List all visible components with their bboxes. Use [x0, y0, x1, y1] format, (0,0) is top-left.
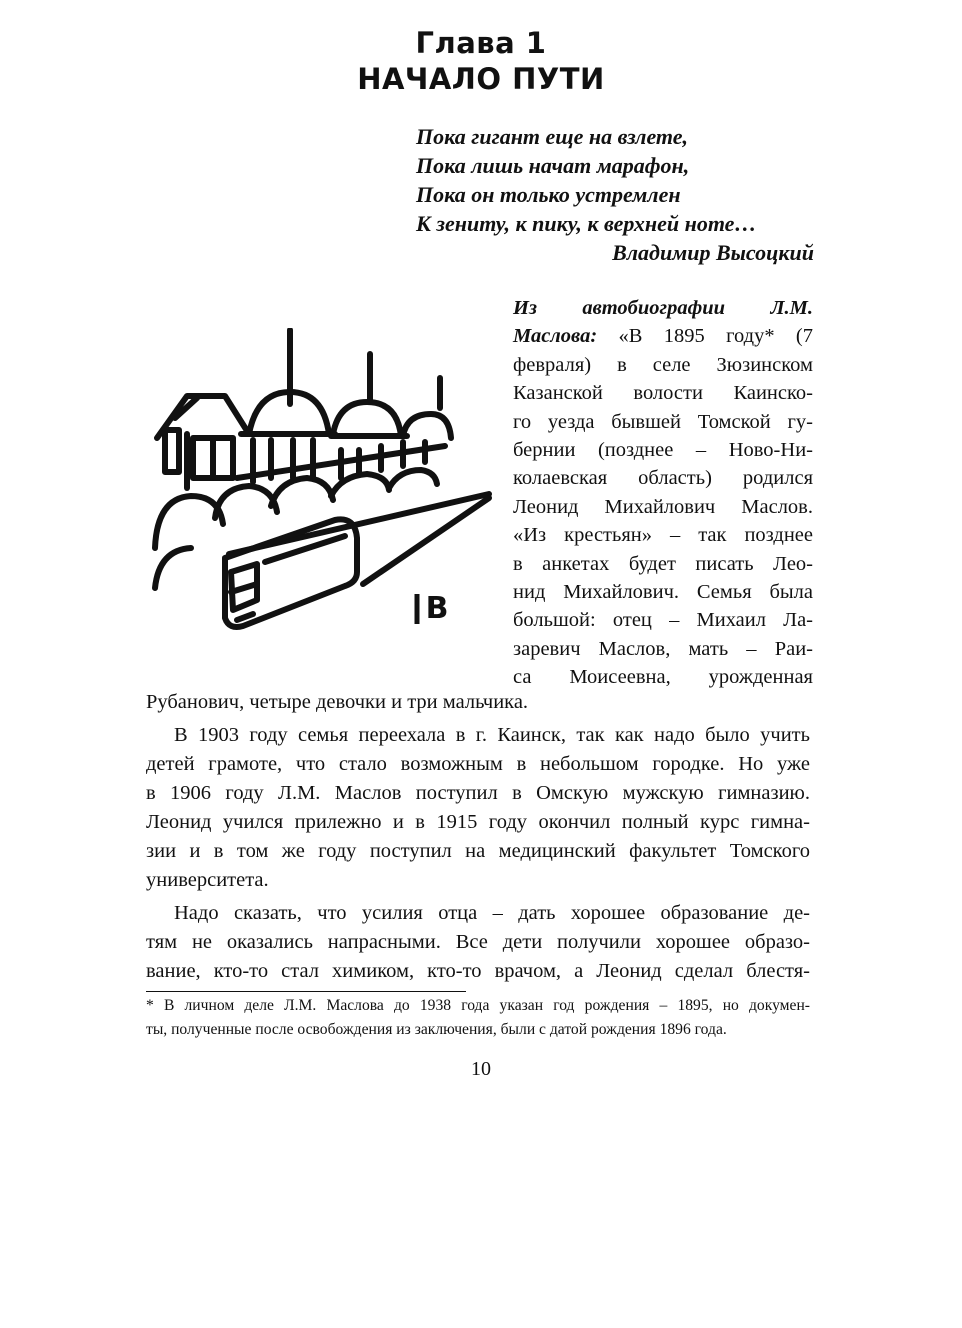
text-line: Казанской волости Каинско-: [513, 382, 813, 405]
text-line: в 1906 году Л.М. Маслов поступил в Омскую мужскую гимназию.: [146, 782, 810, 804]
text-line: [513, 322, 813, 350]
paragraph: [146, 899, 810, 986]
text-line: детей грамоте, что стало возможным в небольшом городке. Но уже: [146, 753, 810, 775]
text-line: го уезда бывшей Томской гу-: [513, 410, 813, 433]
text-line: «Из крестьян» – так позднее: [513, 524, 813, 547]
text-line: Надо сказать, что усилия отца – дать хорошее образование де-: [174, 902, 810, 924]
text-line: В 1903 году семья переехала в г. Каинск, так как надо было учить: [174, 724, 810, 746]
text-line: са Моисеевна, урожденная: [513, 666, 813, 689]
text-fragment: «В 1895 году* (7: [597, 325, 813, 348]
text-line: бернии (позднее – Ново-Ни-: [513, 439, 813, 462]
text-line: Леонид Михайлович Маслов.: [513, 495, 813, 518]
town-bus-illustration: [145, 328, 495, 640]
text-line: тям не оказались напрасными. Все дети получили хорошее образо-: [146, 931, 810, 953]
text-line: заревич Маслов, мать – Раи-: [513, 637, 813, 660]
text-line: колаевская область) родился: [513, 467, 813, 490]
epigraph-line: Пока он только устремлен: [416, 182, 681, 207]
text-line: нид Михайлович. Семья была: [513, 581, 813, 604]
footnote-line: ты, полученные после освобождения из заключения, были с датой рождения 1896 года.: [146, 1021, 727, 1038]
epigraph-line: Пока лишь начат марафон,: [416, 153, 690, 178]
autobiography-column: [513, 294, 813, 692]
chapter-title: НАЧАЛО ПУТИ: [357, 62, 605, 96]
paragraph: [146, 721, 810, 895]
footnote-divider: [146, 991, 466, 992]
footnote-line: * В личном деле Л.М. Маслова до 1938 года указан год рождения – 1895, но докумен-: [146, 997, 810, 1014]
text-line: университета.: [146, 869, 269, 891]
text-line: Леонид учился прилежно и в 1915 году окончил полный курс гимна-: [146, 811, 810, 833]
autobiography-lead: Маслова:: [513, 325, 598, 348]
epigraph: [416, 122, 816, 267]
text-line: зии и в том же году поступил на медицинский факультет Томского: [146, 840, 810, 862]
epigraph-line: Пока гигант еще на взлете,: [416, 124, 689, 149]
autobiography-lead: Из автобиографии Л.М.: [513, 297, 813, 319]
text-line: большой: отец – Михаил Ла-: [513, 609, 813, 632]
text-line: вание, кто-то стал химиком, кто-то врачом, а Леонид сделал блестя-: [146, 960, 810, 982]
text-line: в анкетах будет писать Лео-: [513, 552, 813, 575]
epigraph-line: К зениту, к пику, к верхней ноте…: [416, 211, 757, 236]
text-line: февраля) в селе Зюзинском: [513, 353, 813, 376]
footnote: [146, 994, 810, 1042]
page-number: 10: [471, 1058, 491, 1080]
body-text: [146, 688, 810, 986]
epigraph-author: Владимир Высоцкий: [612, 240, 814, 265]
monogram-letter: В: [425, 591, 449, 626]
chapter-number: Глава 1: [415, 26, 547, 60]
text-line: Рубанович, четыре девочки и три мальчика.: [146, 691, 529, 713]
